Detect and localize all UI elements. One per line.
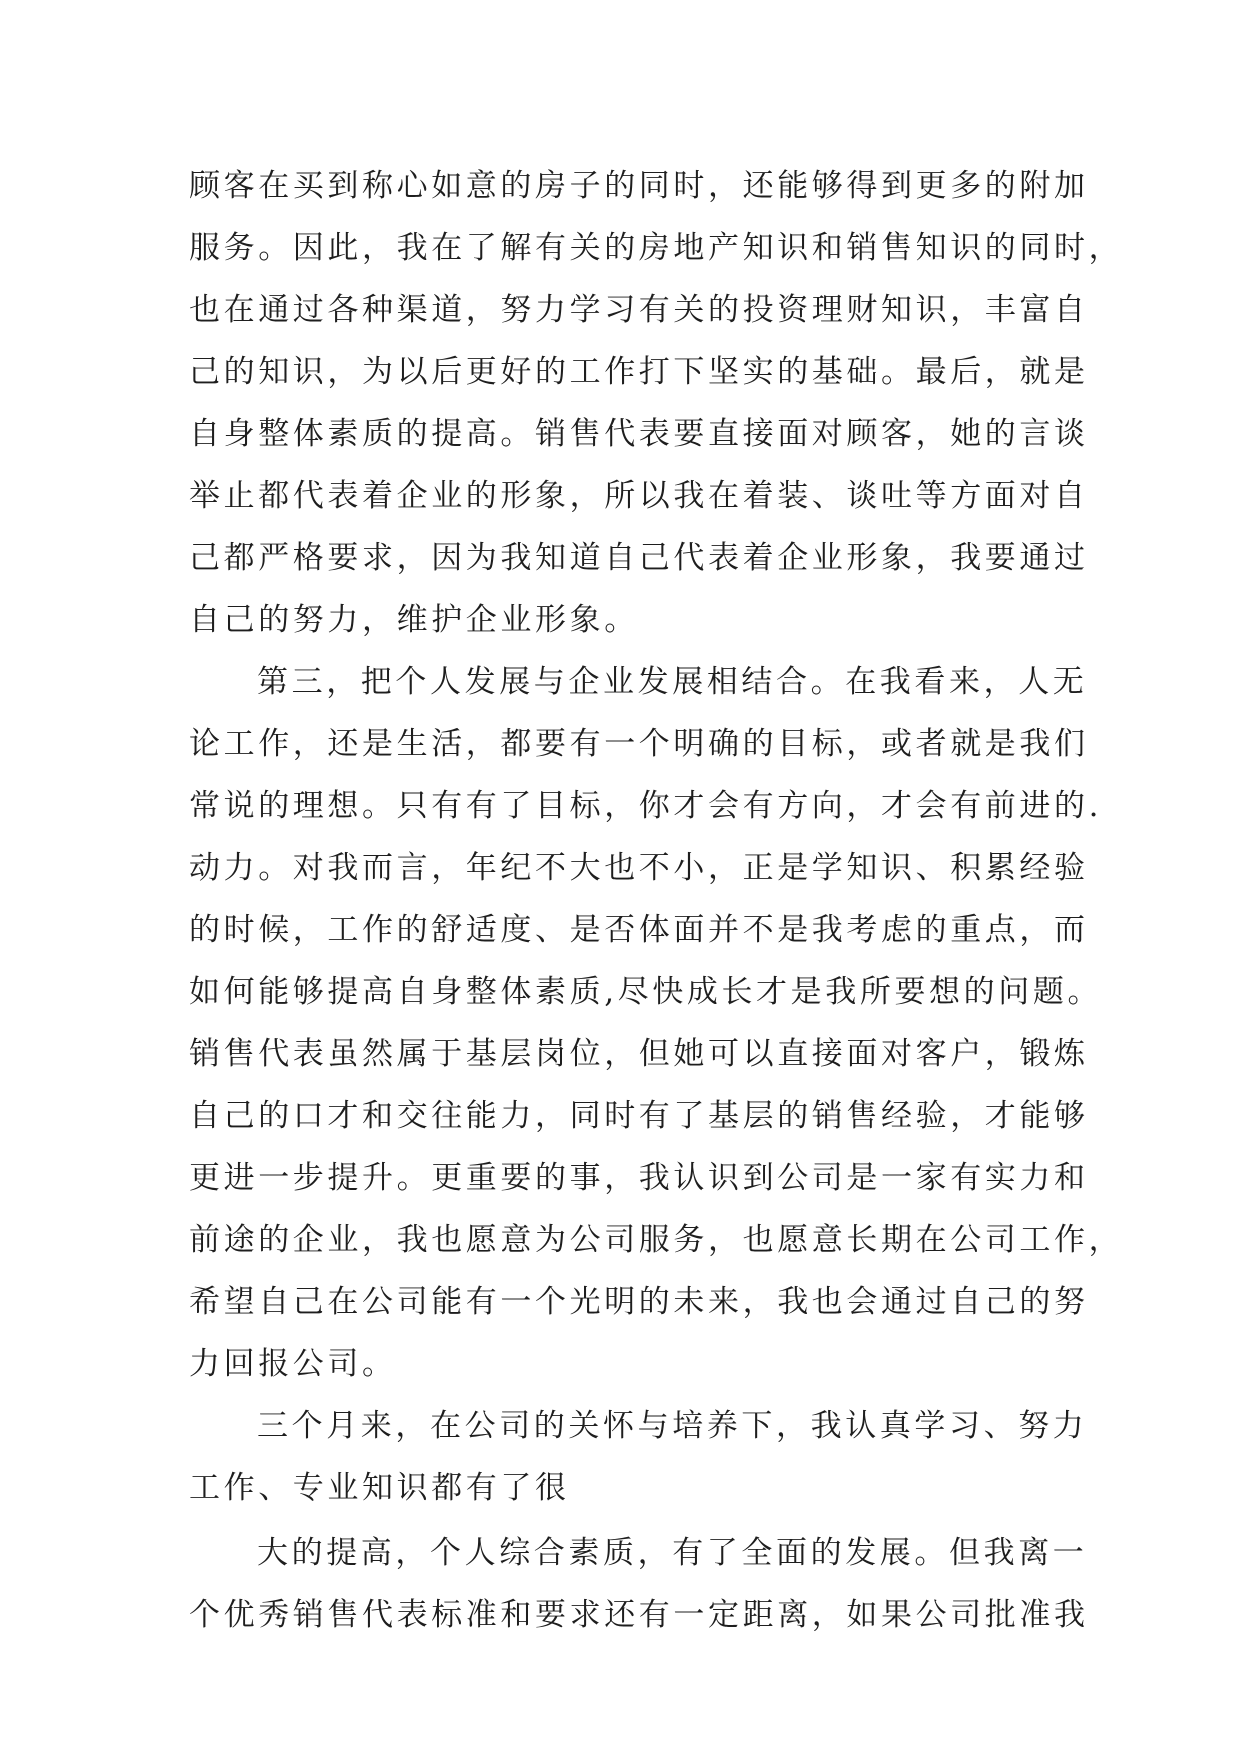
text-line: 举止都代表着企业的形象，所以我在着装、谈吐等方面对自 <box>189 478 1089 514</box>
text-line: 动力。对我而言，年纪不大也不小，正是学知识、积累经验 <box>189 850 1089 886</box>
text-line: 顾客在买到称心如意的房子的同时，还能够得到更多的附加 <box>189 168 1089 204</box>
text-line: 如何能够提高自身整体素质,尽快成长才是我所要想的问题。 <box>189 974 1103 1010</box>
paragraph-start-line: 第三，把个人发展与企业发展相结合。在我看来，人无 <box>257 664 1088 700</box>
text-line: 个优秀销售代表标准和要求还有一定距离，如果公司批准我 <box>189 1597 1089 1633</box>
text-line: 工作、专业知识都有了很 <box>189 1470 570 1506</box>
text-line: 也在通过各种渠道，努力学习有关的投资理财知识，丰富自 <box>189 292 1089 328</box>
document-body <box>189 155 1124 1646</box>
paragraph-start-line: 大的提高，个人综合素质，有了全面的发展。但我离一 <box>257 1535 1088 1571</box>
text-line: 自己的口才和交往能力，同时有了基层的销售经验，才能够 <box>189 1098 1089 1134</box>
text-line: 力回报公司。 <box>189 1346 397 1382</box>
text-line: 前途的企业，我也愿意为公司服务，也愿意长期在公司工作， <box>189 1222 1124 1258</box>
text-line: 己都严格要求，因为我知道自己代表着企业形象，我要通过 <box>189 540 1089 576</box>
text-line: 自己的努力，维护企业形象。 <box>189 602 639 638</box>
paragraph-start-line: 三个月来，在公司的关怀与培养下，我认真学习、努力 <box>257 1408 1088 1444</box>
text-line: 论工作，还是生活，都要有一个明确的目标，或者就是我们 <box>189 726 1089 762</box>
text-line: 服务。因此，我在了解有关的房地产知识和销售知识的同时， <box>189 230 1124 266</box>
text-line: 常说的理想。只有有了目标，你才会有方向，才会有前进的. <box>189 788 1103 824</box>
text-line: 销售代表虽然属于基层岗位，但她可以直接面对客户，锻炼 <box>189 1036 1089 1072</box>
text-line: 的时候，工作的舒适度、是否体面并不是我考虑的重点，而 <box>189 912 1089 948</box>
text-line: 己的知识，为以后更好的工作打下坚实的基础。最后，就是 <box>189 354 1089 390</box>
text-line: 更进一步提升。更重要的事，我认识到公司是一家有实力和 <box>189 1160 1089 1196</box>
text-line: 自身整体素质的提高。销售代表要直接面对顾客，她的言谈 <box>189 416 1089 452</box>
text-line: 希望自己在公司能有一个光明的未来，我也会通过自己的努 <box>189 1284 1089 1320</box>
